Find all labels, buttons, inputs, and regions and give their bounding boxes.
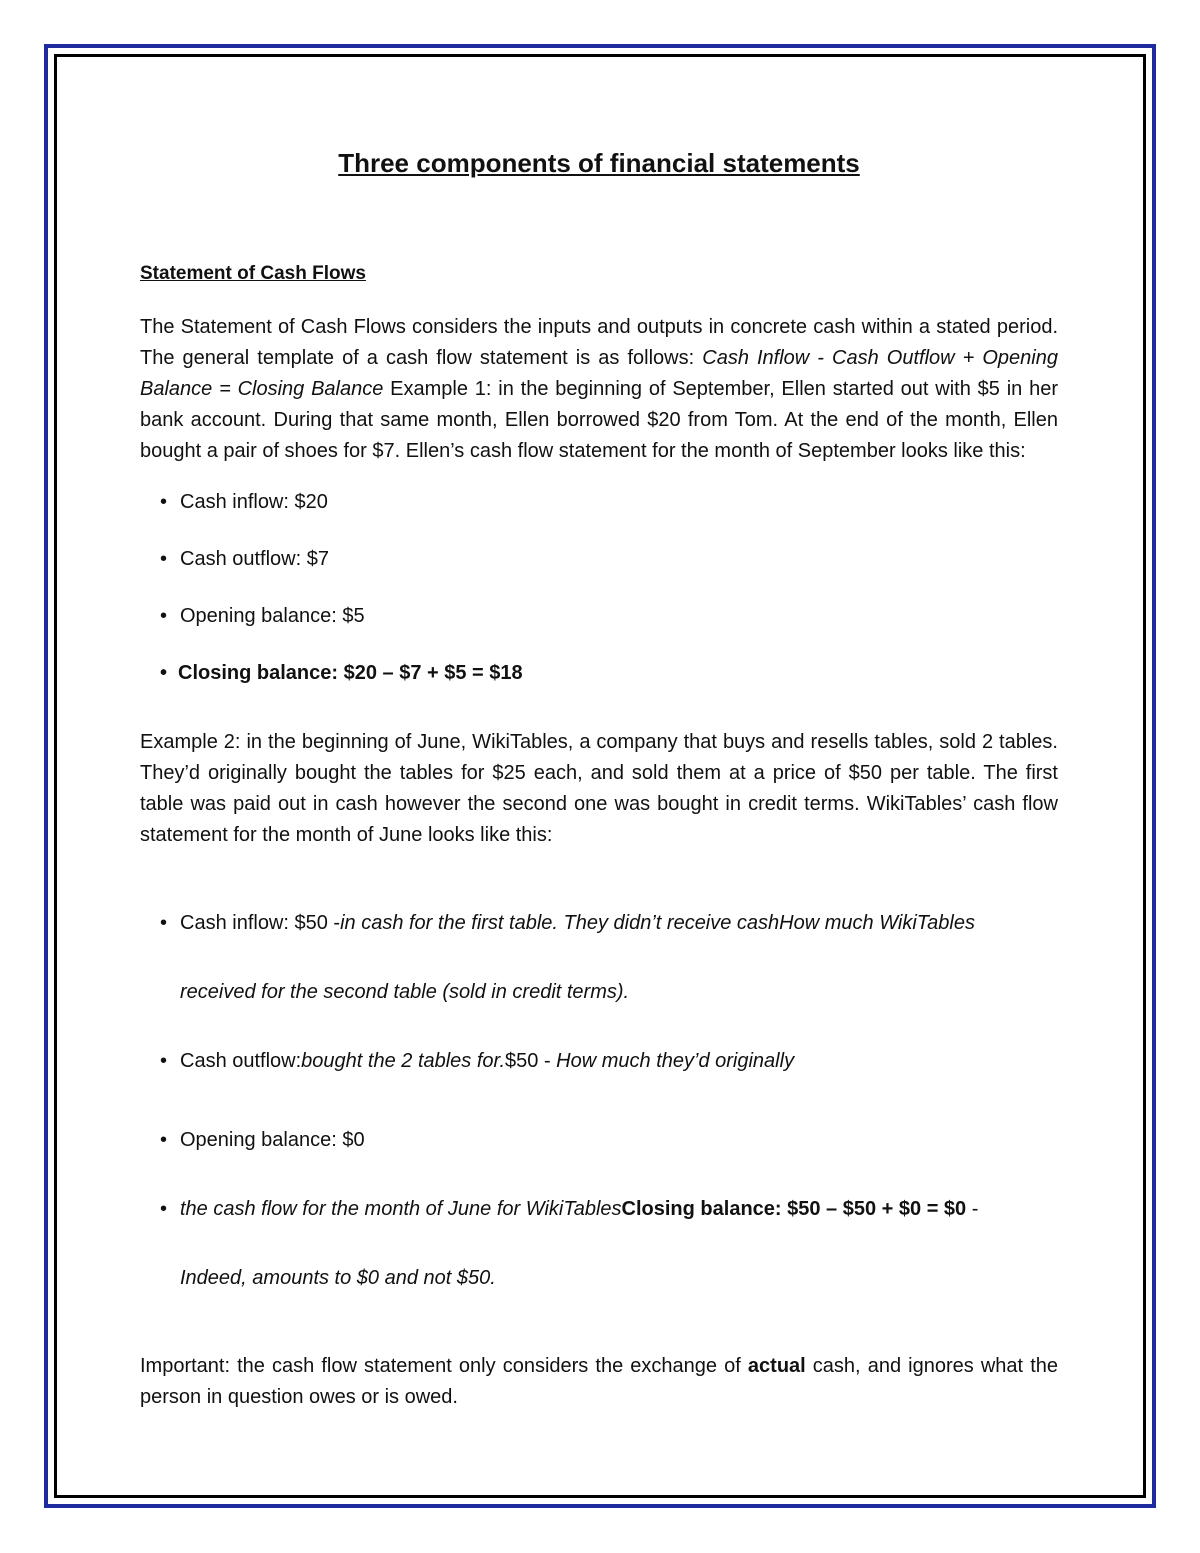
outflow-italic-2: How much they’d originally: [550, 1050, 795, 1072]
inflow-italic-2: received for the second table (sold in credit terms).: [180, 981, 630, 1003]
list-item: [140, 658, 1058, 689]
list-item-text: Opening balance: $5: [180, 605, 365, 627]
intro-text-2: Example 1: in the beginning of September, Ellen started out with $5 in her bank account. During that same month, Ellen borrowed $20 from Tom. At the end of the month, Ellen bought a pair of shoes for $7. Ellen’s cash flow statement for the month of September looks like this:: [140, 378, 1058, 462]
bullet-icon: •: [160, 662, 168, 684]
closing-italic-1: the cash flow for the month of June for WikiTables: [180, 1198, 622, 1220]
opening-balance-text: Opening balance: $0: [180, 1129, 365, 1151]
list-item: [140, 544, 1058, 575]
section-heading: Statement of Cash Flows: [140, 263, 366, 284]
outflow-label: Cash outflow:: [180, 1050, 302, 1072]
example1-list: [140, 487, 1058, 689]
list-item: [140, 1027, 1058, 1096]
bullet-icon: •: [160, 548, 168, 570]
formula-text: Cash Inflow - Cash Outflow + Opening Balance = Closing Balance: [140, 347, 1058, 400]
bullet-icon: •: [160, 1129, 168, 1151]
bullet-icon: •: [160, 1198, 168, 1220]
closing-italic-2: Indeed, amounts to $0 and not $50.: [180, 1267, 496, 1289]
bullet-icon: •: [160, 1050, 168, 1072]
closing-line-1: [180, 1175, 1058, 1244]
list-item: [140, 487, 1058, 518]
outflow-mid: $50 -: [505, 1050, 551, 1072]
closing-dash: -: [966, 1198, 979, 1220]
list-item: [140, 601, 1058, 632]
important-text-1: Important: the cash flow statement only considers the exchange of: [140, 1355, 748, 1377]
intro-text-1: The Statement of Cash Flows considers the inputs and outputs in concrete cash within a stated period. The general template of a cash flow statement is as follows:: [140, 316, 1058, 369]
example2-list: [140, 889, 1058, 1313]
list-item-text: Cash outflow: $7: [180, 548, 329, 570]
important-paragraph: [140, 1351, 1058, 1413]
inflow-italic-1: in cash for the first table. They didn’t receive cashHow much WikiTables: [340, 912, 975, 934]
bullet-icon: •: [160, 912, 168, 934]
outflow-italic-1: bought the 2 tables for.: [301, 1050, 506, 1072]
list-item: [140, 1175, 1058, 1313]
bullet-icon: •: [160, 491, 168, 513]
inflow-line-2: [180, 958, 1058, 1027]
important-text-2: cash, and ignores what the person in question owes or is owed.: [140, 1355, 1058, 1408]
list-item: [140, 1106, 1058, 1175]
list-item-text: Closing balance: $20 – $7 + $5 = $18: [178, 662, 523, 684]
intro-paragraph: [140, 312, 1058, 467]
list-item: [140, 889, 1058, 1027]
example2-intro: Example 2: in the beginning of June, WikiTables, a company that buys and resells tables, sold 2 tables. They’d originally bought the tables for $25 each, and sold them at a price of $50 per table. The first table was paid out in cash however the second one was bought in credit terms. WikiTables’ cash flow statement for the month of June looks like this:: [140, 731, 1058, 846]
bullet-icon: •: [160, 605, 168, 627]
inflow-label: Cash inflow: $50 -: [180, 912, 341, 934]
document-body: [140, 140, 1058, 1413]
list-item-text: Cash inflow: $20: [180, 491, 328, 513]
important-bold: actual: [747, 1355, 806, 1377]
closing-bold: Closing balance: $50 – $50 + $0 = $0: [621, 1198, 967, 1220]
closing-line-2: [180, 1244, 1058, 1313]
inflow-line-1: [180, 889, 1058, 958]
page-title: Three components of financial statements: [338, 148, 860, 178]
